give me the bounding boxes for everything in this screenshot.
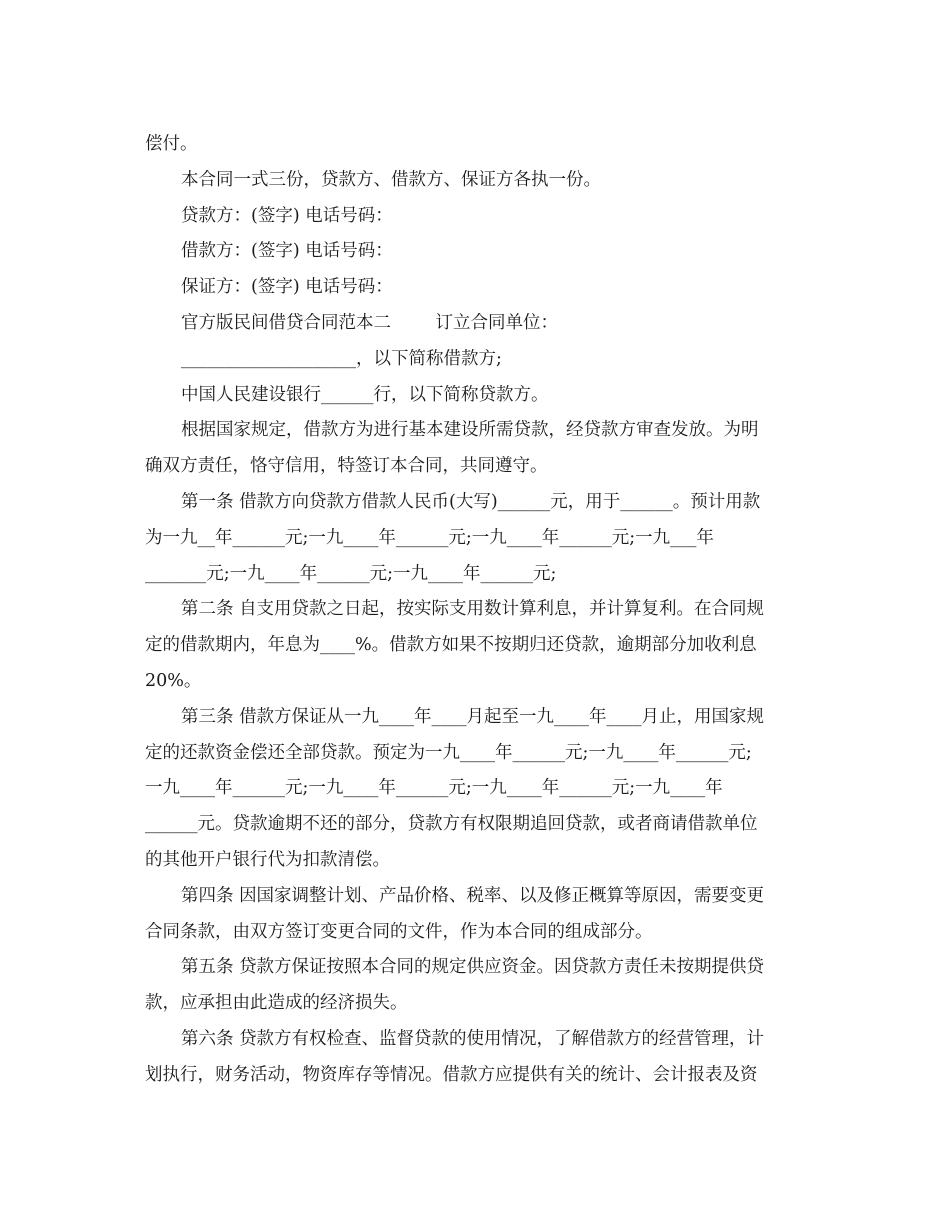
text-line: 定的还款资金偿还全部贷款。预定为一九____年______元;一九____年______元;: [145, 742, 752, 763]
article-3: 第三条 借款方保证从一九____年____月起至一九____年____月止，用国家规: [181, 706, 765, 727]
text-line: 定的借款期内，年息为____%。借款方如果不按期归还贷款，逾期部分加收利息: [145, 635, 757, 656]
text-line: 的其他开户银行代为扣款清偿。: [145, 849, 390, 870]
article-1: 第一条 借款方向贷款方借款人民币(大写)______元，用于______。预计用款: [181, 491, 761, 512]
section-title: 官方版民间借贷合同范本二 订立合同单位：: [181, 312, 559, 333]
text-line: 确双方责任，恪守信用，特签订本合同，共同遵守。: [145, 456, 548, 477]
document-body: [145, 127, 805, 1094]
text-line: _______元;一九____年______元;一九____年______元;: [145, 563, 557, 584]
signature-line-lender: 贷款方：(签字) 电话号码：: [181, 205, 393, 226]
text-line: 划执行，财务活动，物资库存等情况。借款方应提供有关的统计、会计报表及资: [145, 1064, 758, 1085]
text-line: 本合同一式三份，贷款方、借款方、保证方各执一份。: [181, 169, 601, 190]
text-line: 合同条款，由双方签订变更合同的文件，作为本合同的组成部分。: [145, 921, 653, 942]
text-line: 偿付。: [145, 134, 198, 154]
article-5: 第五条 贷款方保证按照本合同的规定供应资金。因贷款方责任未按期提供贷: [181, 957, 765, 978]
text-line: 20%。: [145, 670, 202, 691]
article-2: 第二条 自支用贷款之日起，按实际支用数计算利息，并计算复利。在合同规: [181, 599, 765, 620]
article-4: 第四条 因国家调整计划、产品价格、税率、以及修正概算等原因，需要变更: [181, 885, 765, 906]
text-line: 中国人民建设银行______行，以下简称贷款方。: [181, 384, 549, 405]
text-line: 根据国家规定，借款方为进行基本建设所需贷款，经贷款方审查发放。为明: [181, 420, 759, 441]
signature-line-borrower: 借款方：(签字) 电话号码：: [181, 241, 393, 262]
signature-line-guarantor: 保证方：(签字) 电话号码：: [181, 277, 393, 298]
text-line: 为一九__年______元;一九____年______元;一九____年______元;一九___年: [145, 527, 714, 548]
article-6: 第六条 贷款方有权检查、监督贷款的使用情况，了解借款方的经营管理，计: [181, 1028, 765, 1049]
text-line: 款，应承担由此造成的经济损失。: [145, 993, 408, 1014]
text-line: ____________________，以下简称借款方;: [181, 348, 502, 369]
text-line: 一九____年______元;一九____年______元;一九____年______元;一九____年: [145, 778, 723, 799]
text-line: ______元。贷款逾期不还的部分，贷款方有权限期追回贷款，或者商请借款单位: [145, 814, 758, 835]
